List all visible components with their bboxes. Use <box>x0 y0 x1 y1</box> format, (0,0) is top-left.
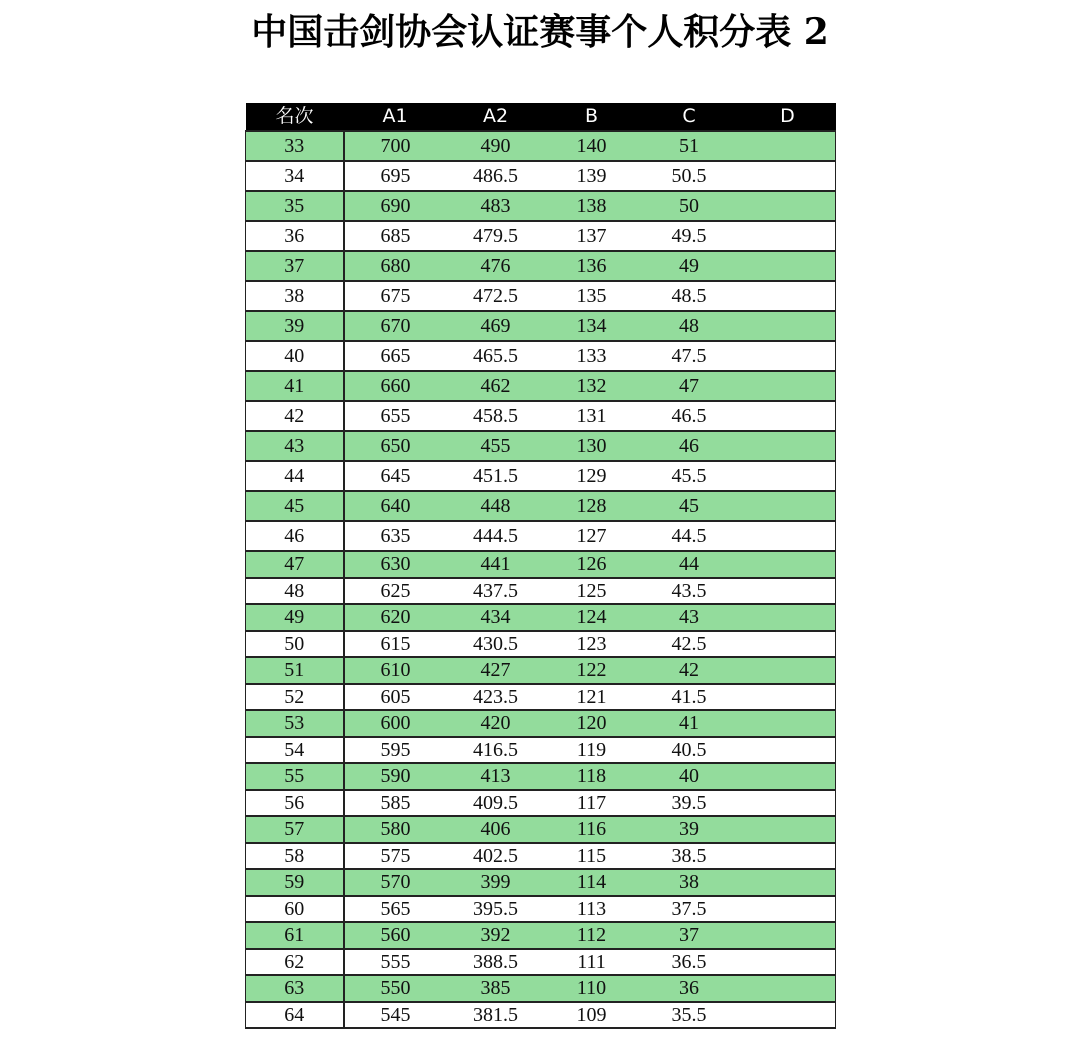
d-cell <box>740 763 836 790</box>
a1-cell: 630 <box>344 551 447 578</box>
table-row <box>246 401 836 431</box>
d-cell <box>740 251 836 281</box>
a1-cell: 565 <box>344 896 447 923</box>
c-cell: 38 <box>639 869 740 896</box>
a2-cell: 490 <box>447 131 545 161</box>
a2-cell: 392 <box>447 922 545 949</box>
table-row <box>246 949 836 976</box>
a1-cell: 590 <box>344 763 447 790</box>
a2-cell: 469 <box>447 311 545 341</box>
table-row <box>246 922 836 949</box>
rank-cell: 54 <box>246 737 344 764</box>
rank-cell: 53 <box>246 710 344 737</box>
a2-cell: 427 <box>447 657 545 684</box>
b-cell: 117 <box>545 790 639 817</box>
c-cell: 46.5 <box>639 401 740 431</box>
a2-cell: 465.5 <box>447 341 545 371</box>
d-cell <box>740 578 836 605</box>
a1-cell: 625 <box>344 578 447 605</box>
d-cell <box>740 631 836 658</box>
d-cell <box>740 657 836 684</box>
a2-cell: 448 <box>447 491 545 521</box>
a2-cell: 486.5 <box>447 161 545 191</box>
d-cell <box>740 975 836 1002</box>
a2-cell: 479.5 <box>447 221 545 251</box>
a2-cell: 444.5 <box>447 521 545 551</box>
table-row <box>246 843 836 870</box>
table-row <box>246 1002 836 1029</box>
a1-cell: 545 <box>344 1002 447 1029</box>
d-cell <box>740 1002 836 1029</box>
a2-cell: 395.5 <box>447 896 545 923</box>
table-row <box>246 311 836 341</box>
a1-cell: 555 <box>344 949 447 976</box>
table-row <box>246 684 836 711</box>
rank-cell: 42 <box>246 401 344 431</box>
d-cell <box>740 604 836 631</box>
b-cell: 125 <box>545 578 639 605</box>
c-cell: 41 <box>639 710 740 737</box>
table-row <box>246 816 836 843</box>
c-cell: 37.5 <box>639 896 740 923</box>
a1-cell: 635 <box>344 521 447 551</box>
b-cell: 120 <box>545 710 639 737</box>
b-cell: 109 <box>545 1002 639 1029</box>
c-cell: 37 <box>639 922 740 949</box>
b-cell: 137 <box>545 221 639 251</box>
b-cell: 138 <box>545 191 639 221</box>
rank-cell: 37 <box>246 251 344 281</box>
b-cell: 132 <box>545 371 639 401</box>
rank-cell: 48 <box>246 578 344 605</box>
table-row <box>246 431 836 461</box>
a1-cell: 560 <box>344 922 447 949</box>
c-cell: 39.5 <box>639 790 740 817</box>
c-cell: 45.5 <box>639 461 740 491</box>
table-row <box>246 869 836 896</box>
a1-cell: 605 <box>344 684 447 711</box>
c-cell: 40 <box>639 763 740 790</box>
rank-cell: 52 <box>246 684 344 711</box>
a2-cell: 381.5 <box>447 1002 545 1029</box>
a1-cell: 670 <box>344 311 447 341</box>
table-row <box>246 251 836 281</box>
b-cell: 112 <box>545 922 639 949</box>
a1-cell: 685 <box>344 221 447 251</box>
c-cell: 49.5 <box>639 221 740 251</box>
c-cell: 38.5 <box>639 843 740 870</box>
d-cell <box>740 161 836 191</box>
rank-cell: 41 <box>246 371 344 401</box>
a2-cell: 451.5 <box>447 461 545 491</box>
rank-cell: 58 <box>246 843 344 870</box>
c-cell: 42 <box>639 657 740 684</box>
rank-cell: 33 <box>246 131 344 161</box>
b-cell: 115 <box>545 843 639 870</box>
b-cell: 131 <box>545 401 639 431</box>
rank-cell: 60 <box>246 896 344 923</box>
a1-cell: 575 <box>344 843 447 870</box>
c-cell: 40.5 <box>639 737 740 764</box>
c-cell: 39 <box>639 816 740 843</box>
d-cell <box>740 684 836 711</box>
table-row <box>246 631 836 658</box>
a1-cell: 595 <box>344 737 447 764</box>
rank-cell: 35 <box>246 191 344 221</box>
rank-cell: 43 <box>246 431 344 461</box>
a2-cell: 406 <box>447 816 545 843</box>
b-cell: 130 <box>545 431 639 461</box>
a1-cell: 585 <box>344 790 447 817</box>
a2-cell: 423.5 <box>447 684 545 711</box>
d-cell <box>740 371 836 401</box>
a1-cell: 650 <box>344 431 447 461</box>
c-cell: 45 <box>639 491 740 521</box>
d-cell <box>740 949 836 976</box>
rank-cell: 63 <box>246 975 344 1002</box>
a1-cell: 700 <box>344 131 447 161</box>
rank-cell: 47 <box>246 551 344 578</box>
table-row <box>246 551 836 578</box>
table-row <box>246 161 836 191</box>
table-row <box>246 371 836 401</box>
a1-cell: 600 <box>344 710 447 737</box>
d-cell <box>740 737 836 764</box>
b-cell: 111 <box>545 949 639 976</box>
c-cell: 41.5 <box>639 684 740 711</box>
table-body <box>246 131 836 1028</box>
a1-cell: 610 <box>344 657 447 684</box>
rank-cell: 45 <box>246 491 344 521</box>
rank-cell: 64 <box>246 1002 344 1029</box>
c-cell: 36 <box>639 975 740 1002</box>
d-cell <box>740 491 836 521</box>
b-cell: 113 <box>545 896 639 923</box>
b-cell: 126 <box>545 551 639 578</box>
a2-cell: 430.5 <box>447 631 545 658</box>
table-row <box>246 491 836 521</box>
a2-cell: 434 <box>447 604 545 631</box>
rank-cell: 62 <box>246 949 344 976</box>
b-cell: 140 <box>545 131 639 161</box>
table-row <box>246 737 836 764</box>
a1-cell: 660 <box>344 371 447 401</box>
d-cell <box>740 710 836 737</box>
a2-cell: 437.5 <box>447 578 545 605</box>
a2-cell: 462 <box>447 371 545 401</box>
c-cell: 48.5 <box>639 281 740 311</box>
d-cell <box>740 431 836 461</box>
b-cell: 135 <box>545 281 639 311</box>
c-cell: 50.5 <box>639 161 740 191</box>
a2-cell: 472.5 <box>447 281 545 311</box>
a2-cell: 413 <box>447 763 545 790</box>
rank-cell: 34 <box>246 161 344 191</box>
b-cell: 127 <box>545 521 639 551</box>
a1-cell: 695 <box>344 161 447 191</box>
rank-cell: 59 <box>246 869 344 896</box>
table-row <box>246 341 836 371</box>
b-cell: 134 <box>545 311 639 341</box>
d-cell <box>740 816 836 843</box>
table-header-row <box>246 103 836 131</box>
points-table <box>245 103 836 1029</box>
column-header-a1: A1 <box>344 103 447 131</box>
rank-cell: 40 <box>246 341 344 371</box>
c-cell: 46 <box>639 431 740 461</box>
c-cell: 35.5 <box>639 1002 740 1029</box>
d-cell <box>740 131 836 161</box>
rank-cell: 56 <box>246 790 344 817</box>
column-header-c: C <box>639 103 740 131</box>
rank-cell: 39 <box>246 311 344 341</box>
b-cell: 118 <box>545 763 639 790</box>
rank-cell: 46 <box>246 521 344 551</box>
b-cell: 110 <box>545 975 639 1002</box>
b-cell: 124 <box>545 604 639 631</box>
table-row <box>246 131 836 161</box>
c-cell: 44.5 <box>639 521 740 551</box>
a2-cell: 388.5 <box>447 949 545 976</box>
b-cell: 129 <box>545 461 639 491</box>
c-cell: 44 <box>639 551 740 578</box>
rank-cell: 57 <box>246 816 344 843</box>
d-cell <box>740 521 836 551</box>
a1-cell: 655 <box>344 401 447 431</box>
table-row <box>246 191 836 221</box>
rank-cell: 61 <box>246 922 344 949</box>
a2-cell: 416.5 <box>447 737 545 764</box>
table-row <box>246 710 836 737</box>
a2-cell: 399 <box>447 869 545 896</box>
table-row <box>246 461 836 491</box>
b-cell: 122 <box>545 657 639 684</box>
a2-cell: 455 <box>447 431 545 461</box>
d-cell <box>740 869 836 896</box>
a1-cell: 550 <box>344 975 447 1002</box>
table-row <box>246 221 836 251</box>
a2-cell: 402.5 <box>447 843 545 870</box>
a2-cell: 476 <box>447 251 545 281</box>
d-cell <box>740 896 836 923</box>
c-cell: 43.5 <box>639 578 740 605</box>
c-cell: 42.5 <box>639 631 740 658</box>
a2-cell: 385 <box>447 975 545 1002</box>
a2-cell: 483 <box>447 191 545 221</box>
c-cell: 51 <box>639 131 740 161</box>
b-cell: 121 <box>545 684 639 711</box>
b-cell: 114 <box>545 869 639 896</box>
c-cell: 49 <box>639 251 740 281</box>
b-cell: 119 <box>545 737 639 764</box>
table-row <box>246 521 836 551</box>
a1-cell: 620 <box>344 604 447 631</box>
d-cell <box>740 311 836 341</box>
rank-cell: 36 <box>246 221 344 251</box>
table-row <box>246 657 836 684</box>
d-cell <box>740 221 836 251</box>
table-row <box>246 790 836 817</box>
a1-cell: 665 <box>344 341 447 371</box>
a1-cell: 680 <box>344 251 447 281</box>
d-cell <box>740 922 836 949</box>
b-cell: 136 <box>545 251 639 281</box>
table-row <box>246 975 836 1002</box>
column-header-rank: 名次 <box>246 103 344 131</box>
c-cell: 43 <box>639 604 740 631</box>
b-cell: 133 <box>545 341 639 371</box>
a1-cell: 675 <box>344 281 447 311</box>
d-cell <box>740 843 836 870</box>
a1-cell: 570 <box>344 869 447 896</box>
a1-cell: 580 <box>344 816 447 843</box>
column-header-a2: A2 <box>447 103 545 131</box>
a2-cell: 409.5 <box>447 790 545 817</box>
table-row <box>246 604 836 631</box>
rank-cell: 44 <box>246 461 344 491</box>
b-cell: 123 <box>545 631 639 658</box>
b-cell: 116 <box>545 816 639 843</box>
c-cell: 47.5 <box>639 341 740 371</box>
a1-cell: 690 <box>344 191 447 221</box>
table-row <box>246 896 836 923</box>
d-cell <box>740 461 836 491</box>
d-cell <box>740 790 836 817</box>
a1-cell: 615 <box>344 631 447 658</box>
column-header-d: D <box>740 103 836 131</box>
rank-cell: 38 <box>246 281 344 311</box>
column-header-b: B <box>545 103 639 131</box>
c-cell: 48 <box>639 311 740 341</box>
c-cell: 47 <box>639 371 740 401</box>
a1-cell: 645 <box>344 461 447 491</box>
a2-cell: 441 <box>447 551 545 578</box>
b-cell: 139 <box>545 161 639 191</box>
a2-cell: 420 <box>447 710 545 737</box>
b-cell: 128 <box>545 491 639 521</box>
d-cell <box>740 191 836 221</box>
c-cell: 36.5 <box>639 949 740 976</box>
d-cell <box>740 401 836 431</box>
a2-cell: 458.5 <box>447 401 545 431</box>
page-title: 中国击剑协会认证赛事个人积分表 2 <box>251 11 829 53</box>
table-row <box>246 281 836 311</box>
rank-cell: 49 <box>246 604 344 631</box>
rank-cell: 50 <box>246 631 344 658</box>
table-row <box>246 763 836 790</box>
rank-cell: 55 <box>246 763 344 790</box>
d-cell <box>740 551 836 578</box>
table-row <box>246 578 836 605</box>
a1-cell: 640 <box>344 491 447 521</box>
c-cell: 50 <box>639 191 740 221</box>
d-cell <box>740 281 836 311</box>
d-cell <box>740 341 836 371</box>
rank-cell: 51 <box>246 657 344 684</box>
